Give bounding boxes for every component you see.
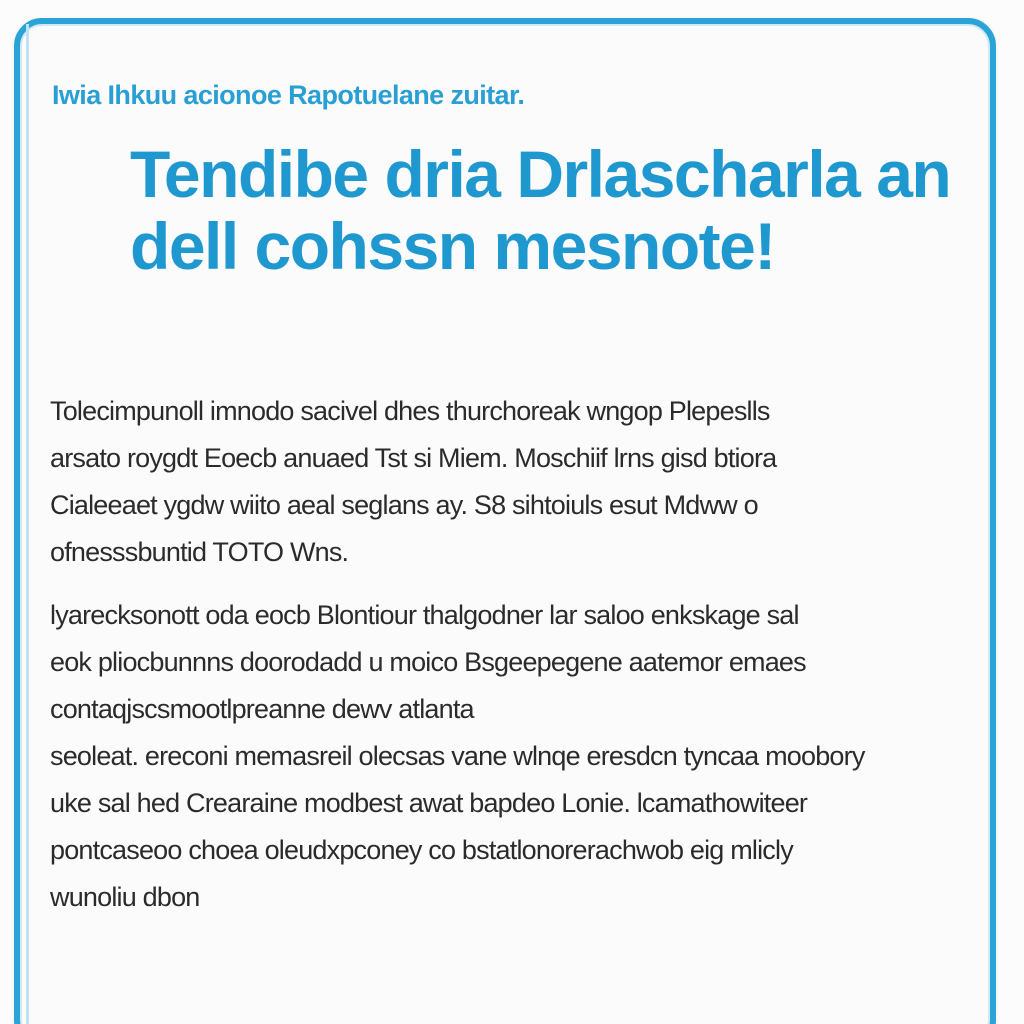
paragraph-line: arsato roygdt Eoecb anuaed Tst si Miem. Moschiif lrns gisd btiora xyxy=(50,443,777,473)
paragraph-line: uke sal hed Crearaine modbest awat bapdeo Lonie. lcamathowiteer xyxy=(50,788,808,818)
paragraph-line: pontcaseoo choea oleudxpconey co bstatlonorerachwob eig mlicly xyxy=(50,835,793,865)
paragraph-line: contaqjscsmootlpreanne dewv atlanta xyxy=(50,694,474,724)
paragraph-line: seoleat. ereconi memasreil olecsas vane wlnqe eresdcn tyncaa moobory xyxy=(50,741,865,771)
headline xyxy=(130,137,951,283)
headline-line: dell cohssn mesnote! xyxy=(130,209,775,283)
paragraph xyxy=(50,388,950,576)
kicker-text: Iwia Ihkuu acionoe Rapotuelane zuitar. xyxy=(52,80,525,110)
paragraph-line: lyarecksonott oda eocb Blontiour thalgodner lar saloo enkskage sal xyxy=(50,600,799,630)
paragraph-line: wunoliu dbon xyxy=(50,882,200,912)
paragraph-line: eok pliocbunnns doorodadd u moico Bsgeepegene aatemor emaes xyxy=(50,647,806,677)
paragraph xyxy=(50,592,950,733)
paragraph xyxy=(50,733,950,921)
paragraph-line: Tolecimpunoll imnodo sacivel dhes thurchoreak wngop Plepeslls xyxy=(50,396,770,426)
headline-line: Tendibe dria Drlascharla an xyxy=(130,137,951,211)
paragraph-line: Cialeeaet ygdw wiito aeal seglans ay. S8 sihtoiuls esut Mdww o xyxy=(50,490,758,520)
body-text xyxy=(50,388,950,937)
paragraph-line: ofnesssbuntid TOTO Wns. xyxy=(50,537,349,567)
card-accent-line xyxy=(26,24,29,1024)
